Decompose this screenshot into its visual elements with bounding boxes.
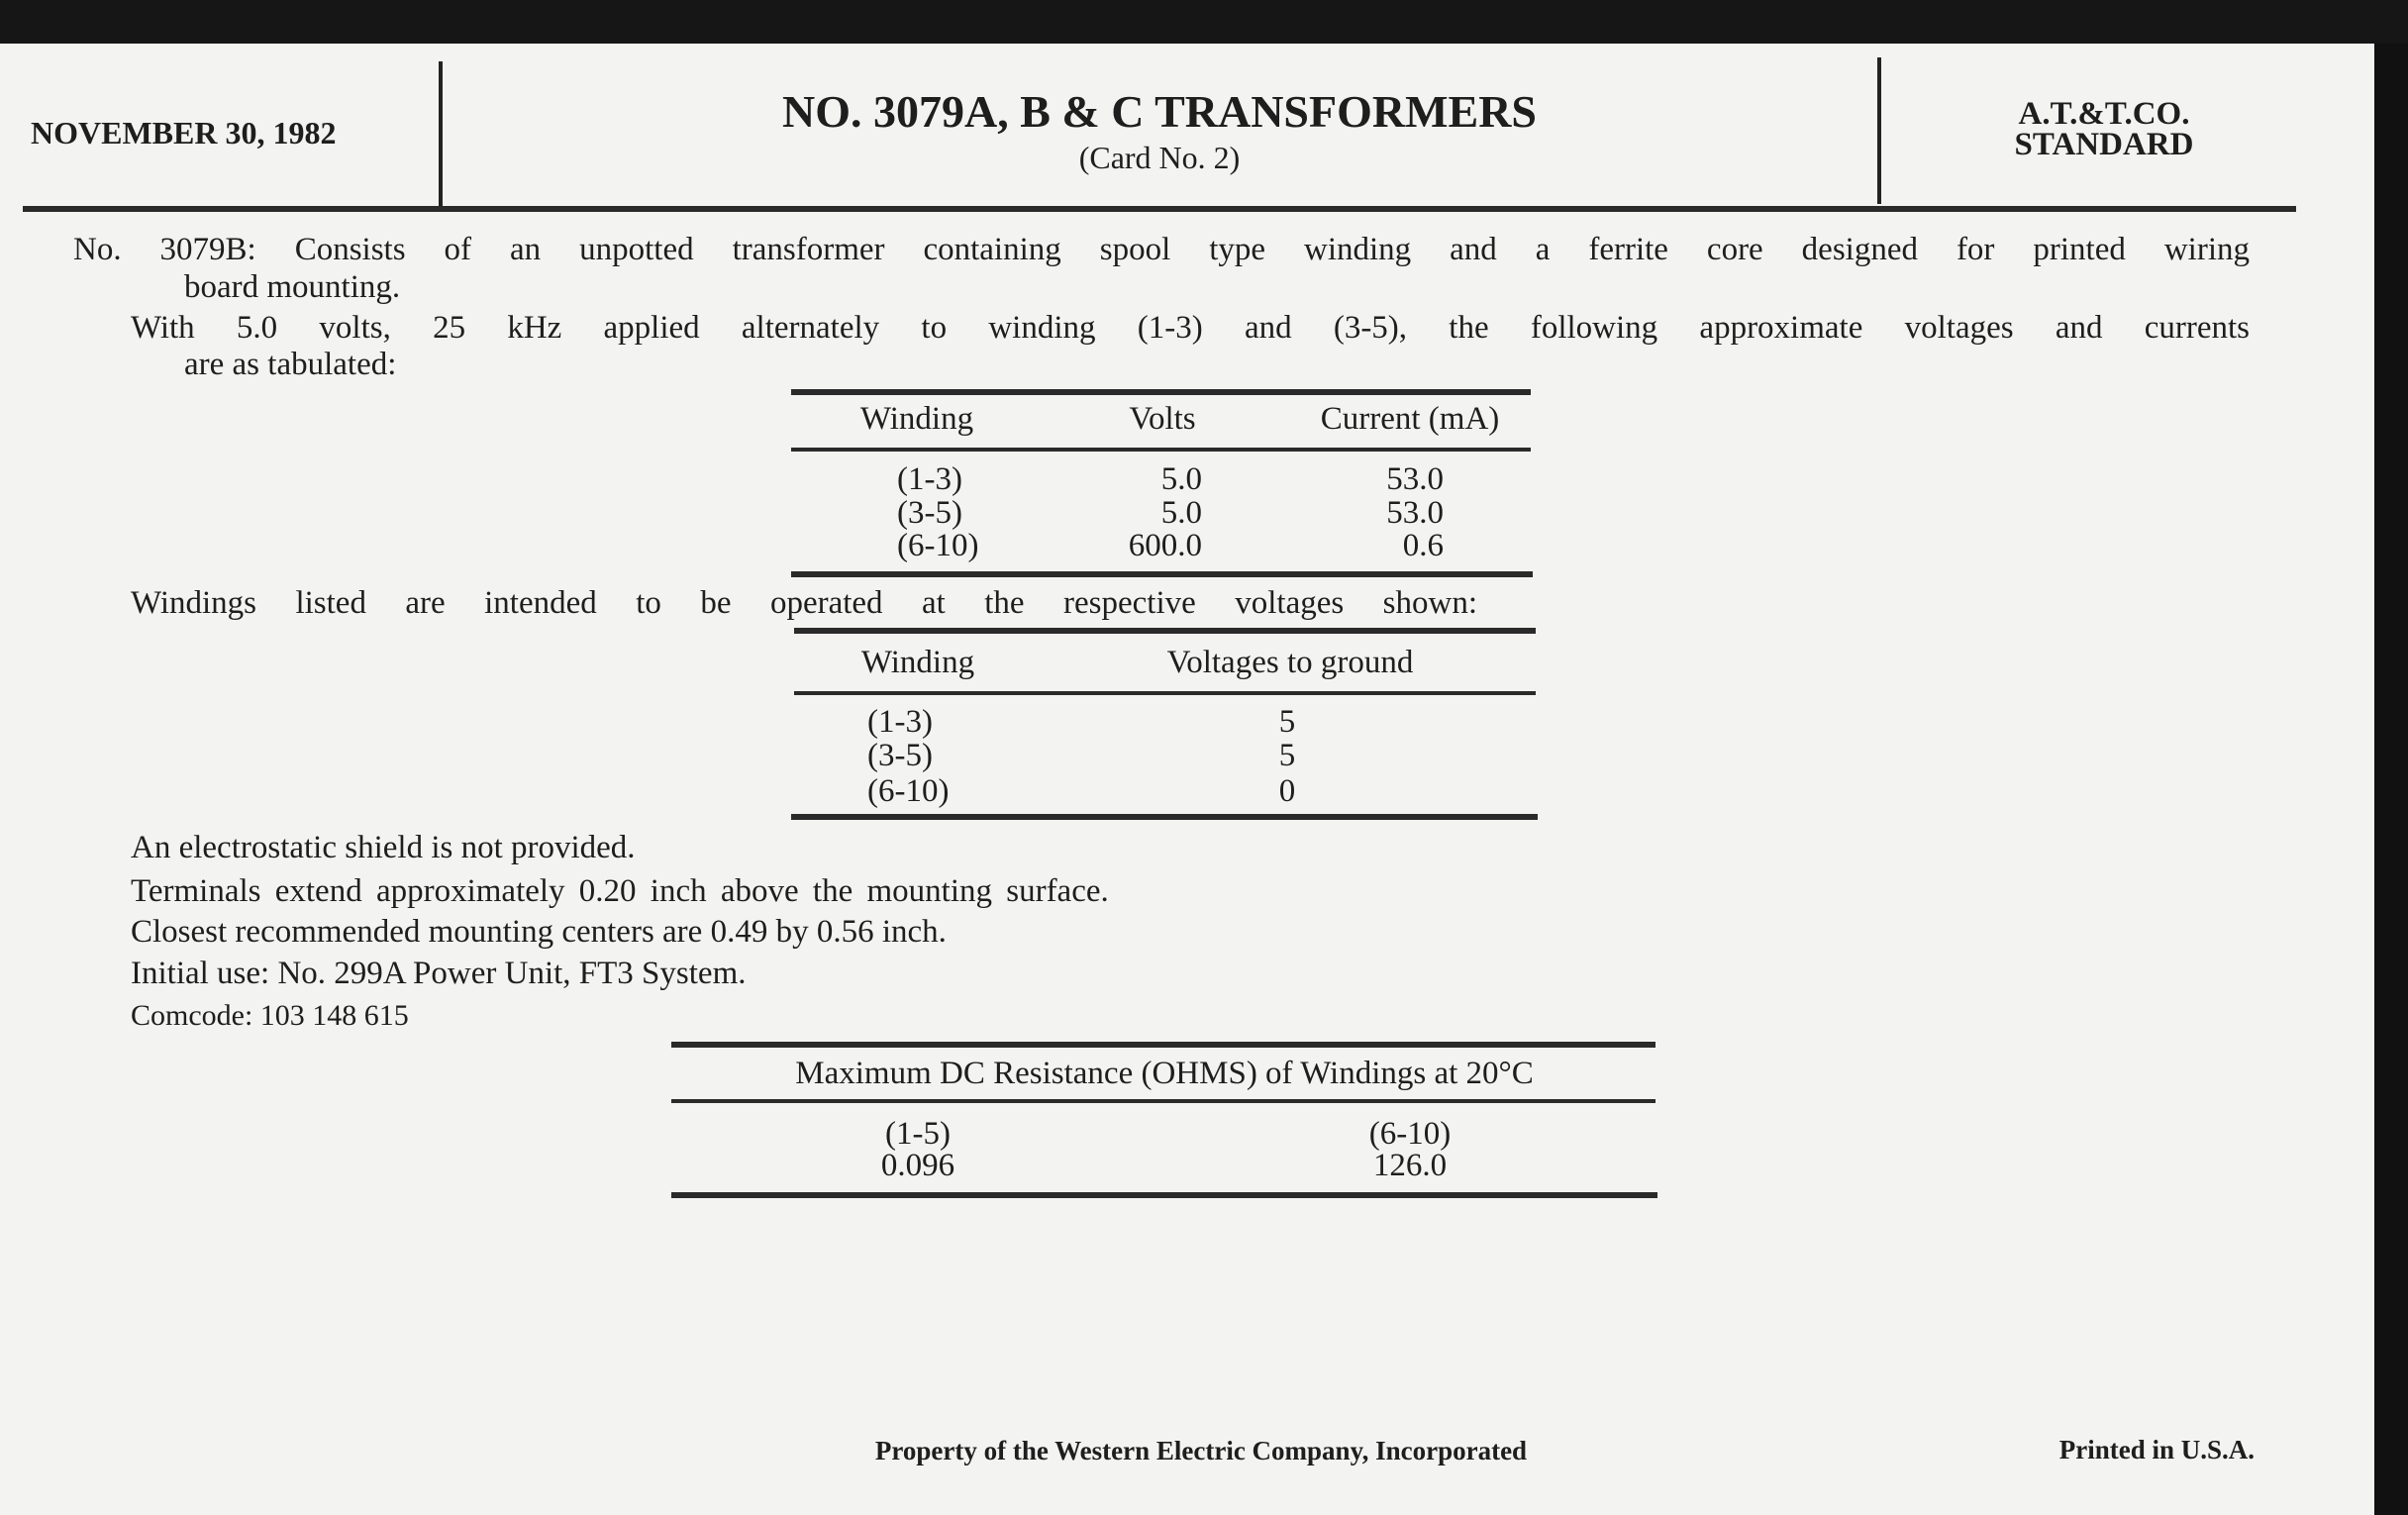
card-title: NO. 3079A, B & C TRANSFORMERS [781, 86, 1538, 137]
standard-label: STANDARD [2014, 127, 2194, 162]
table-cell: 5 [1278, 738, 1296, 773]
table-cell: (6-10) [897, 528, 979, 563]
table-cell: (1-3) [897, 461, 962, 497]
card-subtitle: (Card No. 2) [1078, 140, 1241, 175]
table-rule [791, 448, 1531, 452]
table-rule [794, 691, 1536, 695]
column-header: Volts [1129, 401, 1196, 437]
table-rule [671, 1192, 1657, 1198]
table-cell: (1-3) [867, 704, 933, 740]
table-cell: 0.6 [1402, 528, 1444, 563]
table-cell: 600.0 [1128, 528, 1202, 563]
table-rule [671, 1042, 1656, 1048]
table-cell: (3-5) [897, 495, 962, 531]
column-header: Voltages to ground [1166, 645, 1414, 680]
table-cell: 5 [1278, 704, 1296, 740]
header-rule [23, 206, 2296, 212]
note-mounting-centers: Closest recommended mounting centers are 0.49 by 0.56 inch. [131, 914, 947, 950]
table-cell: (3-5) [867, 738, 933, 773]
column-header: Current (mA) [1320, 401, 1500, 437]
table-cell: 53.0 [1386, 495, 1444, 531]
table-rule [794, 628, 1536, 634]
header-divider-left [439, 61, 443, 206]
note-comcode: Comcode: 103 148 615 [131, 999, 409, 1032]
test-condition-line-1: With 5.0 volts, 25 kHz applied alternately to winding (1-3) and (3-5), the following approximate voltages and currents [131, 310, 2250, 346]
table-cell: 126.0 [1372, 1148, 1448, 1183]
header-divider-right [1877, 57, 1881, 204]
table-cell: 5.0 [1160, 495, 1202, 531]
description-line-2: board mounting. [184, 269, 401, 305]
table-cell: (6-10) [1368, 1116, 1452, 1152]
description-line-1: No. 3079B: Consists of an unpotted transformer containing spool type winding and a ferrite core designed for printed wiring [73, 232, 2250, 267]
column-header: Winding [860, 645, 975, 680]
operating-voltage-note: Windings listed are intended to be operated at the respective voltages shown: [131, 585, 1477, 621]
note-terminals: Terminals extend approximately 0.20 inch above the mounting surface. [131, 873, 1109, 909]
table-rule [791, 389, 1531, 395]
table-rule [671, 1099, 1656, 1103]
table-cell: 0 [1278, 773, 1296, 809]
note-initial-use: Initial use: No. 299A Power Unit, FT3 System. [131, 956, 747, 991]
table-cell: (1-5) [885, 1116, 951, 1152]
table-cell: 5.0 [1160, 461, 1202, 497]
footer-printed: Printed in U.S.A. [2058, 1435, 2255, 1464]
table-cell: 0.096 [880, 1148, 955, 1183]
card-date: NOVEMBER 30, 1982 [31, 115, 337, 151]
table-rule [791, 814, 1538, 820]
standard-org: A.T.&T.CO. [2018, 96, 2190, 132]
footer-property: Property of the Western Electric Company, Incorporated [874, 1436, 1528, 1465]
column-header: Winding [859, 401, 974, 437]
table-cell: (6-10) [867, 773, 950, 809]
test-condition-line-2: are as tabulated: [184, 347, 397, 382]
table-cell: 53.0 [1386, 461, 1444, 497]
table-header: Maximum DC Resistance (OHMS) of Windings at 20°C [795, 1056, 1534, 1091]
table-rule [791, 571, 1533, 577]
scan-border-top [0, 0, 2408, 44]
note-shield: An electrostatic shield is not provided. [131, 830, 636, 865]
